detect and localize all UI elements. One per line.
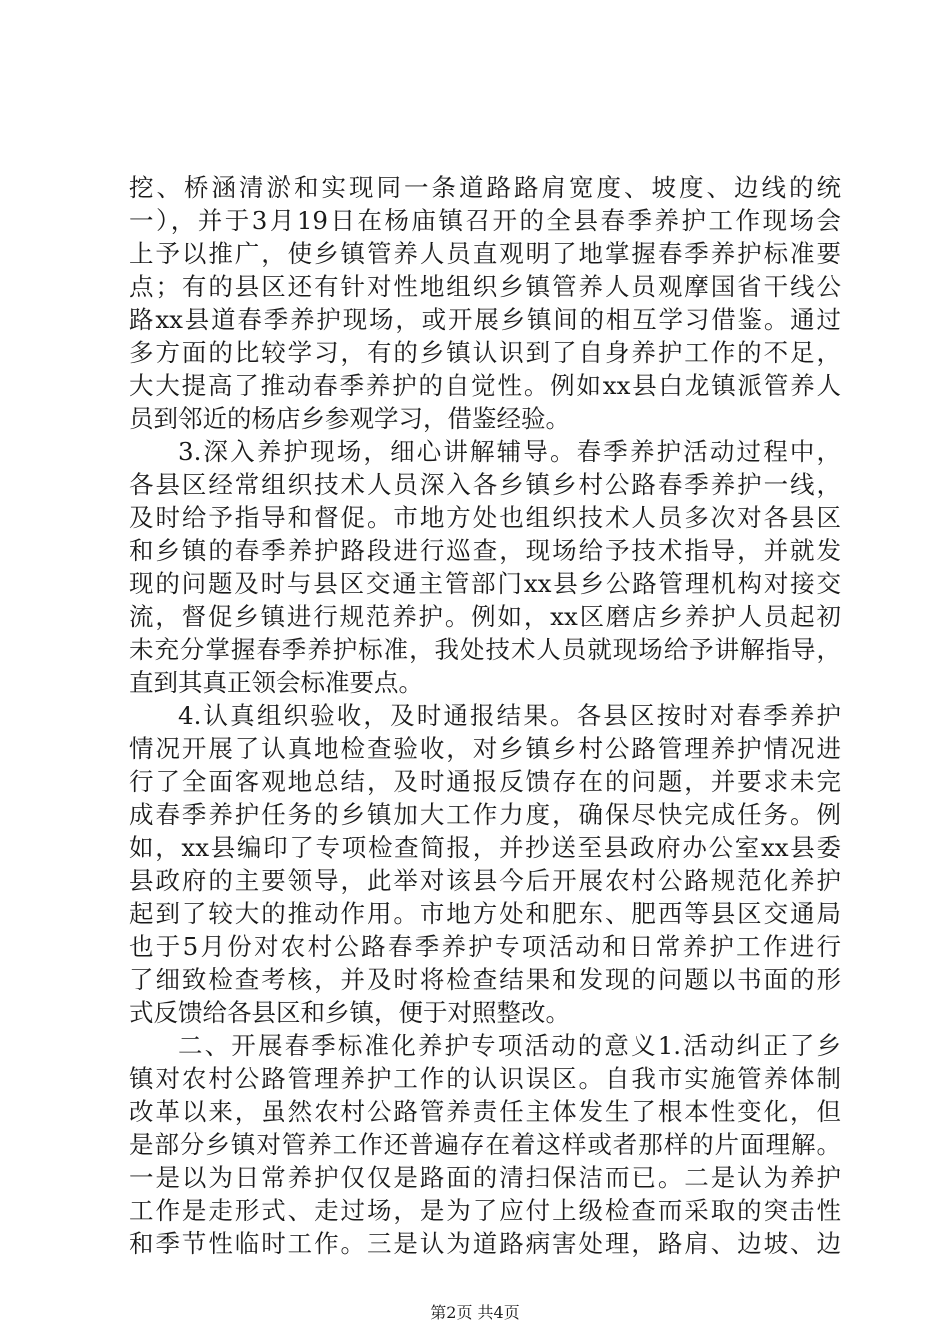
text-line: 上予以推广，使乡镇管养人员直观明了地掌握春季养护标准要 <box>129 239 841 268</box>
paragraph-start-line: 4.认真组织验收，及时通报结果。各县区按时对春季养护 <box>178 701 841 730</box>
text-line: 点；有的县区还有针对性地组织乡镇管养人员观摩国省干线公 <box>129 272 841 301</box>
text-line: 一），并于3月19日在杨庙镇召开的全县春季养护工作现场会 <box>129 206 841 235</box>
text-line: 多方面的比较学习，有的乡镇认识到了自身养护工作的不足， <box>129 338 841 367</box>
paragraph-start-line: 二、开展春季标准化养护专项活动的意义1.活动纠正了乡 <box>178 1031 841 1060</box>
text-line: 及时给予指导和督促。市地方处也组织技术人员多次对各县区 <box>129 503 841 532</box>
text-line: 如，xx县编印了专项检查简报，并抄送至县政府办公室xx县委 <box>129 833 841 862</box>
text-line: 各县区经常组织技术人员深入各乡镇乡村公路春季养护一线， <box>129 470 841 499</box>
text-line: 流，督促乡镇进行规范养护。例如，xx区磨店乡养护人员起初 <box>129 602 841 631</box>
text-line: 成春季养护任务的乡镇加大工作力度，确保尽快完成任务。例 <box>129 800 841 829</box>
text-line: 改革以来，虽然农村公路管养责任主体发生了根本性变化，但 <box>129 1097 841 1126</box>
body-text <box>129 171 841 1260</box>
text-line-paragraph-end: 员到邻近的杨店乡参观学习，借鉴经验。 <box>129 404 570 433</box>
text-line: 工作是走形式、走过场，是为了应付上级检查而采取的突击性 <box>129 1196 841 1225</box>
text-line: 和季节性临时工作。三是认为道路病害处理，路肩、边坡、边 <box>129 1229 841 1258</box>
text-line: 挖、桥涵清淤和实现同一条道路路肩宽度、坡度、边线的统 <box>129 173 841 202</box>
text-line: 县政府的主要领导，此举对该县今后开展农村公路规范化养护 <box>129 866 841 895</box>
text-line: 是部分乡镇对管养工作还普遍存在着这样或者那样的片面理解。 <box>129 1130 841 1159</box>
page-number: 第2页 共4页 <box>430 1303 520 1322</box>
text-line: 和乡镇的春季养护路段进行巡查，现场给予技术指导，并就发 <box>129 536 841 565</box>
text-line: 了细致检查考核，并及时将检查结果和发现的问题以书面的形 <box>129 965 841 994</box>
text-line: 现的问题及时与县区交通主管部门xx县乡公路管理机构对接交 <box>129 569 841 598</box>
text-line: 行了全面客观地总结，及时通报反馈存在的问题，并要求未完 <box>129 767 841 796</box>
text-line: 路xx县道春季养护现场，或开展乡镇间的相互学习借鉴。通过 <box>129 305 841 334</box>
text-line-paragraph-end: 式反馈给各县区和乡镇，便于对照整改。 <box>129 998 570 1027</box>
text-line: 镇对农村公路管理养护工作的认识误区。自我市实施管养体制 <box>129 1064 841 1093</box>
text-line: 大大提高了推动春季养护的自觉性。例如xx县白龙镇派管养人 <box>129 371 841 400</box>
text-line: 未充分掌握春季养护标准，我处技术人员就现场给予讲解指导， <box>129 635 841 664</box>
text-line-paragraph-end: 直到其真正领会标准要点。 <box>129 668 423 697</box>
paragraph-start-line: 3.深入养护现场，细心讲解辅导。春季养护活动过程中， <box>178 437 841 466</box>
text-line: 也于5月份对农村公路春季养护专项活动和日常养护工作进行 <box>129 932 841 961</box>
text-line: 起到了较大的推动作用。市地方处和肥东、肥西等县区交通局 <box>129 899 841 928</box>
page-footer <box>0 1300 950 1323</box>
text-line: 情况开展了认真地检查验收，对乡镇乡村公路管理养护情况进 <box>129 734 841 763</box>
text-line: 一是以为日常养护仅仅是路面的清扫保洁而已。二是认为养护 <box>129 1163 841 1192</box>
